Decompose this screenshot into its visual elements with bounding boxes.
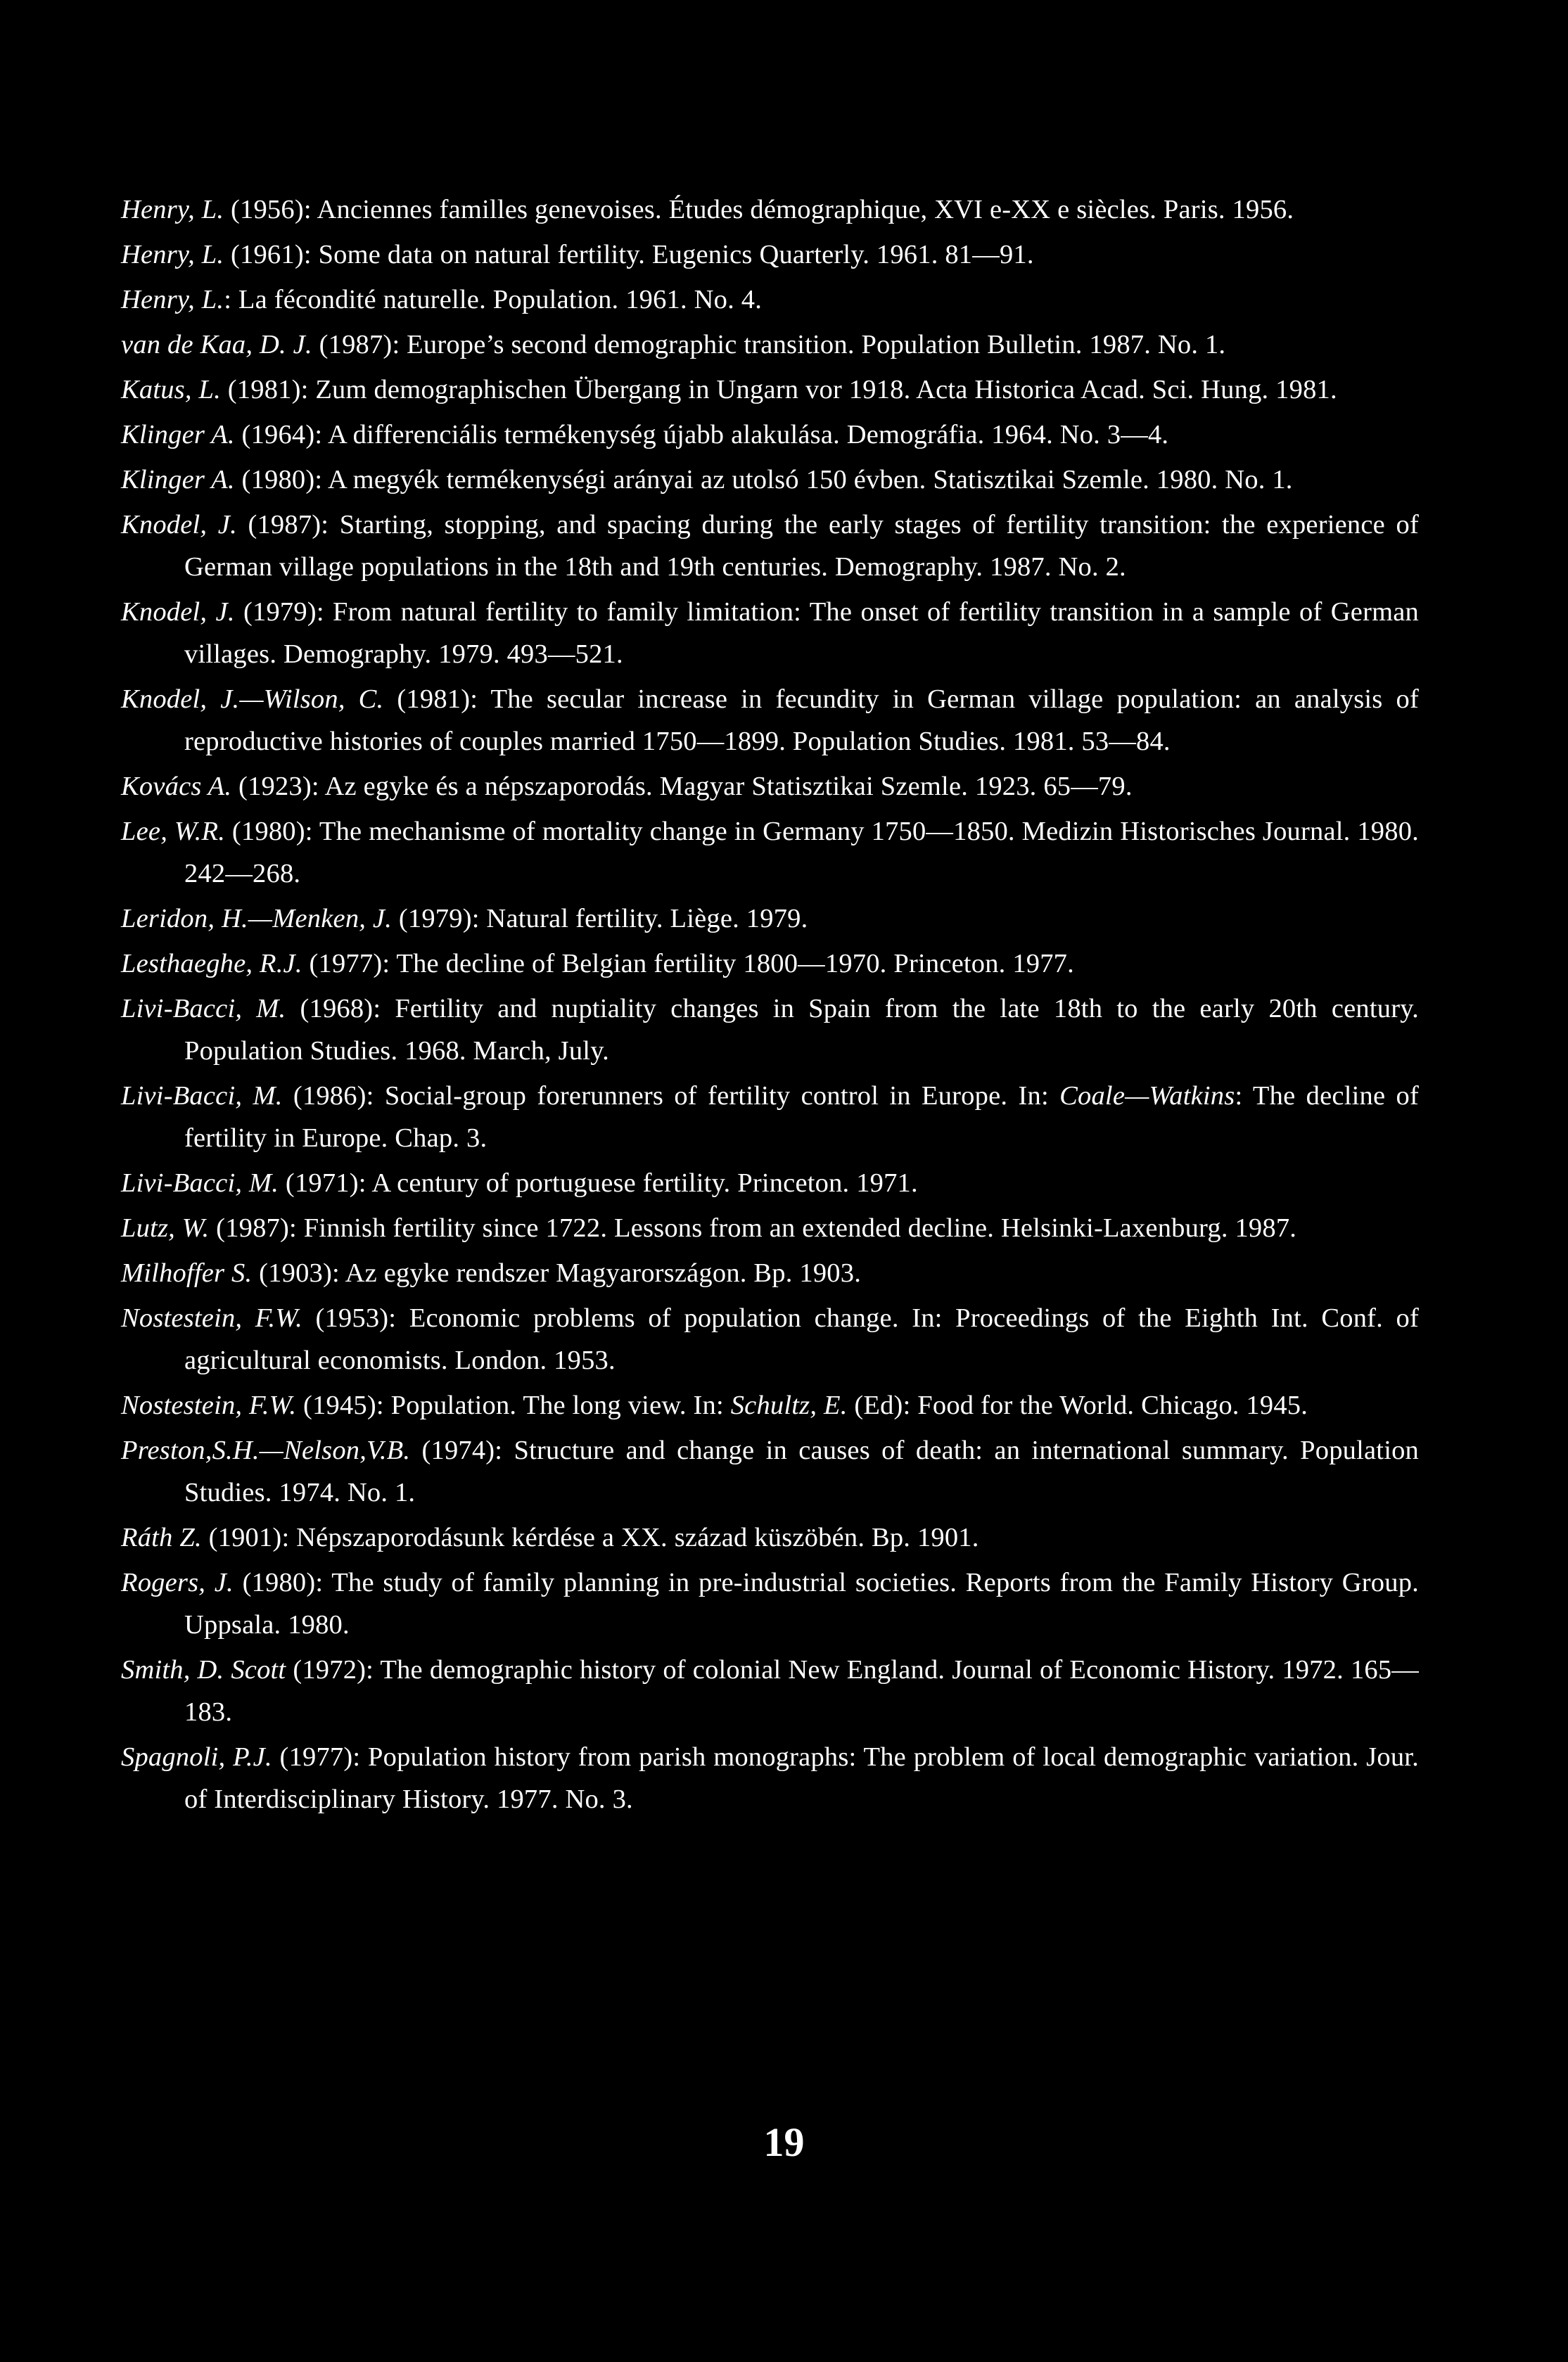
reference-author: Rogers, J. <box>121 1568 234 1597</box>
reference-author: Leridon, H.—Menken, J. <box>121 904 393 933</box>
reference-text-continued: (Ed): Food for the World. Chicago. 1945. <box>847 1391 1308 1420</box>
reference-entry <box>121 1517 1419 1559</box>
reference-author: Henry, L. <box>121 285 224 314</box>
reference-entry <box>121 1562 1419 1646</box>
reference-text: (1961): Some data on natural fertility. Eugenics Quarterly. 1961. 81—91. <box>224 240 1034 269</box>
reference-text: (1981): The secular increase in fecundity in German village population: an analysis of reproductive histories of couples married 1750—1899. Population Studies. 1981. 53—84. <box>184 684 1419 756</box>
reference-entry <box>121 324 1419 366</box>
reference-entry <box>121 1649 1419 1733</box>
reference-text: (1956): Anciennes familles genevoises. Études démographique, XVI e-XX e siècles. Paris. 1956. <box>224 195 1294 224</box>
reference-entry <box>121 1162 1419 1204</box>
reference-text: (1987): Finnish fertility since 1722. Lessons from an extended decline. Helsinki-Laxenburg. 1987. <box>209 1213 1297 1243</box>
reference-author: Milhoffer S. <box>121 1258 253 1288</box>
reference-entry <box>121 591 1419 675</box>
reference-text: (1981): Zum demographischen Übergang in Ungarn vor 1918. Acta Historica Acad. Sci. Hung. 1981. <box>220 375 1337 404</box>
reference-text: (1901): Népszaporodásunk kérdése a XX. század küszöbén. Bp. 1901. <box>201 1523 979 1552</box>
reference-entry <box>121 369 1419 411</box>
reference-list <box>121 189 1419 1823</box>
reference-author: Livi-Bacci, M. <box>121 994 286 1023</box>
reference-author: Livi-Bacci, M. <box>121 1168 279 1198</box>
reference-text: (1979): From natural fertility to family limitation: The onset of fertility transition in a sample of German villages. Demography. 1979. 493—521. <box>184 597 1419 669</box>
reference-entry <box>121 459 1419 501</box>
reference-text-continued: : The decline of fertility in Europe. Chap. 3. <box>184 1081 1419 1153</box>
reference-text: (1987): Starting, stopping, and spacing during the early stages of fertility transition: the experience of German village populations in the 18th and 19th centuries. Demography. 1987. No. 2. <box>184 510 1419 582</box>
reference-entry <box>121 1297 1419 1381</box>
reference-entry <box>121 810 1419 895</box>
reference-entry <box>121 189 1419 231</box>
reference-text: (1977): The decline of Belgian fertility 1800—1970. Princeton. 1977. <box>302 949 1074 978</box>
reference-text: (1980): The mechanisme of mortality change in Germany 1750—1850. Medizin Historisches Journal. 1980. 242—268. <box>184 817 1419 888</box>
reference-text: (1953): Economic problems of population change. In: Proceedings of the Eighth Int. Conf. of agricultural economists. London. 1953. <box>184 1303 1419 1375</box>
reference-entry <box>121 1429 1419 1514</box>
reference-entry <box>121 1736 1419 1820</box>
page-number: 19 <box>763 2119 805 2165</box>
reference-author: Spagnoli, P.J. <box>121 1742 272 1772</box>
reference-author: Kovács A. <box>121 772 232 801</box>
reference-text: (1986): Social-group forerunners of fertility control in Europe. In: <box>282 1081 1060 1111</box>
reference-author: Lutz, W. <box>121 1213 210 1243</box>
reference-text: (1971): A century of portuguese fertility. Princeton. 1971. <box>279 1168 918 1198</box>
reference-author: Henry, L. <box>121 195 224 224</box>
reference-author: Klinger A. <box>121 465 235 494</box>
reference-text: (1974): Structure and change in causes of death: an international summary. Population Studies. 1974. No. 1. <box>184 1436 1419 1507</box>
reference-entry <box>121 234 1419 276</box>
reference-cited-author: Coale—Watkins <box>1059 1081 1235 1111</box>
reference-author: Smith, D. Scott <box>121 1655 286 1685</box>
reference-entry <box>121 678 1419 762</box>
reference-entry <box>121 504 1419 588</box>
reference-text: (1987): Europe’s second demographic transition. Population Bulletin. 1987. No. 1. <box>312 330 1226 359</box>
reference-text: (1979): Natural fertility. Liège. 1979. <box>392 904 808 933</box>
reference-author: Ráth Z. <box>121 1523 202 1552</box>
reference-entry <box>121 988 1419 1072</box>
reference-text: (1977): Population history from parish monographs: The problem of local demographic variation. Jour. of Interdisciplinary History. 1977. No. 3. <box>184 1742 1419 1814</box>
reference-text: (1964): A differenciális termékenység újabb alakulása. Demográfia. 1964. No. 3—4. <box>234 420 1169 449</box>
reference-author: van de Kaa, D. J. <box>121 330 312 359</box>
reference-entry <box>121 943 1419 985</box>
reference-entry <box>121 1252 1419 1294</box>
reference-text: (1945): Population. The long view. In: <box>296 1391 731 1420</box>
reference-text: (1968): Fertility and nuptiality changes in Spain from the late 18th to the early 20th century. Population Studies. 1968. March, July. <box>184 994 1419 1066</box>
reference-text: (1980): A megyék termékenységi arányai az utolsó 150 évben. Statisztikai Szemle. 1980. No. 1. <box>234 465 1293 494</box>
reference-author: Nostestein, F.W. <box>121 1303 302 1333</box>
reference-author: Nostestein, F.W. <box>121 1391 297 1420</box>
reference-entry <box>121 1207 1419 1249</box>
reference-author: Preston,S.H.—Nelson,V.B. <box>121 1436 411 1465</box>
reference-entry <box>121 1384 1419 1426</box>
reference-cited-author: Schultz, E. <box>730 1391 848 1420</box>
reference-text: (1980): The study of family planning in pre-industrial societies. Reports from the Family History Group. Uppsala. 1980. <box>184 1568 1419 1640</box>
reference-entry <box>121 765 1419 807</box>
reference-text: (1903): Az egyke rendszer Magyarországon. Bp. 1903. <box>252 1258 862 1288</box>
reference-text: (1923): Az egyke és a népszaporodás. Magyar Statisztikai Szemle. 1923. 65—79. <box>231 772 1133 801</box>
reference-author: Knodel, J.—Wilson, C. <box>121 684 384 714</box>
reference-entry <box>121 279 1419 321</box>
reference-author: Katus, L. <box>121 375 221 404</box>
reference-author: Lesthaeghe, R.J. <box>121 949 302 978</box>
reference-author: Livi-Bacci, M. <box>121 1081 283 1111</box>
reference-entry <box>121 1075 1419 1159</box>
reference-author: Knodel, J. <box>121 510 237 540</box>
reference-entry <box>121 898 1419 940</box>
reference-author: Lee, W.R. <box>121 817 226 846</box>
reference-author: Henry, L. <box>121 240 224 269</box>
reference-text: : La fécondité naturelle. Population. 1961. No. 4. <box>224 285 763 314</box>
reference-author: Klinger A. <box>121 420 235 449</box>
reference-entry <box>121 414 1419 456</box>
reference-author: Knodel, J. <box>121 597 235 627</box>
reference-text: (1972): The demographic history of colonial New England. Journal of Economic History. 1972. 165—183. <box>184 1655 1419 1727</box>
